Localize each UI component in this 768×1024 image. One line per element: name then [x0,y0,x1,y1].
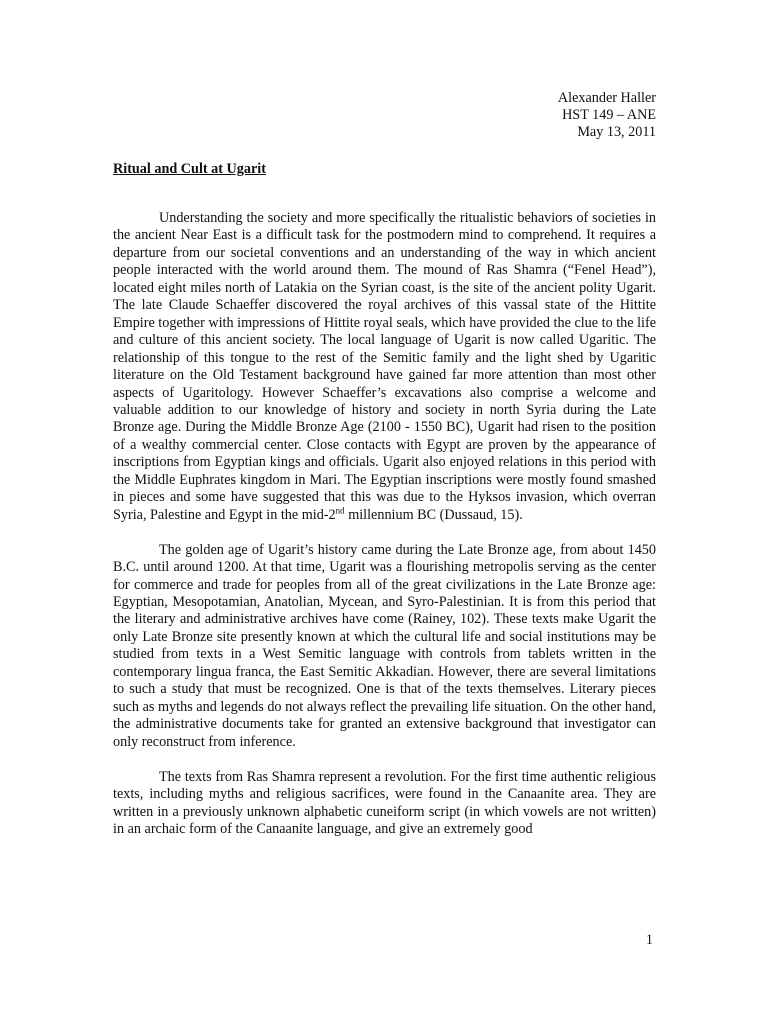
paragraph-2-text: The golden age of Ugarit’s history came during the Late Bronze age, from about 1450 B.C. until around 1200. At that time, Ugarit was a flourishing metropolis serving as the center for commerce and trade for peoples from all of the great civilizations in the Late Bronze age: Egyptian, Mesopotamian, Anatolian, Mycean, and Syro-Palestinian. It is from this period that the literary and administrative archives have come (Rainey, 102). These texts make Ugarit the only Late Bronze site presently known at which the cultural life and social institutions may be studied from texts in a West Semitic language with controls from tablets written in the contemporary lingua franca, the East Semitic Akkadian. However, there are several limitations to such a study that must be recognized. One is that of the texts themselves. Literary pieces such as myths and legends do not always reflect the prevailing life situation. On the other hand, the administrative documents take for granted an extensive background that investigator can only reconstruct from inference. [113,541,656,750]
paragraph-2 [113,542,656,751]
paragraph-3-text: The texts from Ras Shamra represent a revolution. For the first time authentic religious texts, including myths and religious sacrifices, were found in the Canaanite area. They are written in a previously unknown alphabetic cuneiform script (in which vowels are not written) in an archaic form of the Canaanite language, and give an extremely good [113,768,656,837]
ordinal-suffix: nd [335,504,345,515]
paragraph-1-tail: millennium BC (Dussaud, 15). [344,506,523,523]
paragraph-1 [113,210,656,524]
paragraph-1-text: Understanding the society and more specifically the ritualistic behaviors of societies in the ancient Near East is a difficult task for the postmodern mind to comprehend. It requires a departure from our societal conventions and an understanding of the way in which ancient people interacted with the world around them. The mound of Ras Shamra (“Fenel Head”), located eight miles north of Latakia on the Syrian coast, is the site of the ancient polity Ugarit. The late Claude Schaeffer discovered the royal archives of this vassal state of the Hittite Empire together with impressions of Hittite royal seals, which have provided the clue to the life and culture of this ancient society. The local language of Ugarit is now called Ugaritic. The relationship of this tongue to the rest of the Semitic family and the light shed by Ugaritic literature on the Old Testament background have gained far more attention than most other aspects of Ugaritology. However Schaeffer’s excavations also comprise a welcome and valuable addition to our knowledge of history and society in north Syria during the Late Bronze age. During the Middle Bronze Age (2100 - 1550 BC), Ugarit had risen to the position of a wealthy commercial center. Close contacts with Egypt are proven by the appearance of inscriptions from Egyptian kings and officials. Ugarit also enjoyed relations in this period with the Middle Euphrates kingdom in Mari. The Egyptian inscriptions were mostly found smashed in pieces and some have suggested that this was due to the Hyksos invasion, which overran Syria, Palestine and Egypt in the mid-2 [113,210,656,523]
paragraph-3 [113,769,656,839]
document-title: Ritual and Cult at Ugarit [113,161,266,177]
document-date: May 13, 2011 [577,124,656,141]
page-number: 1 [645,932,653,948]
author-header [558,90,656,142]
document-body [113,210,656,856]
course-code: HST 149 – ANE [562,107,656,124]
author-name: Alexander Haller [557,90,656,106]
